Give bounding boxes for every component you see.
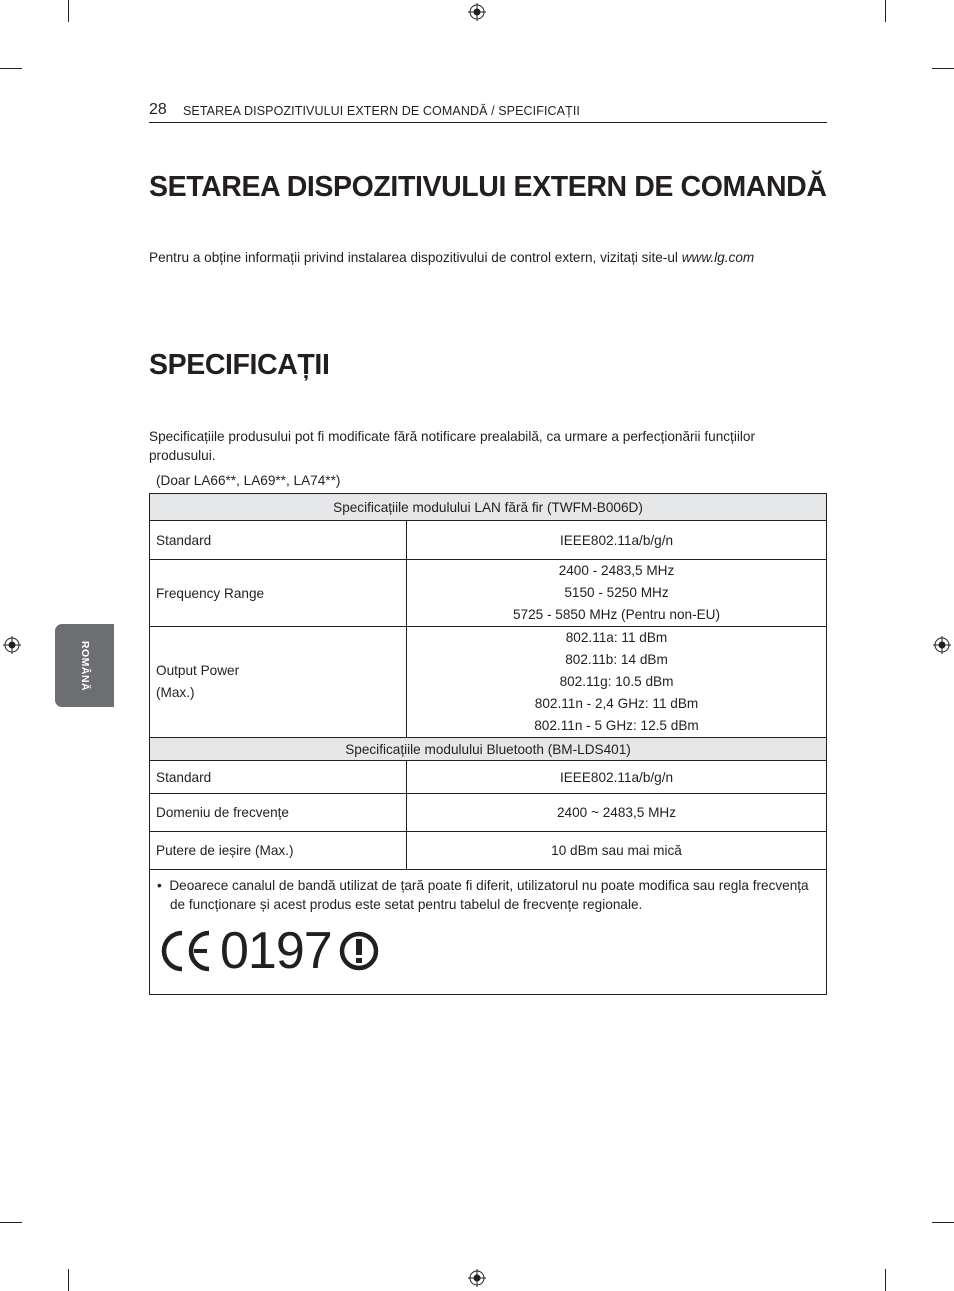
ce-marking	[158, 922, 818, 980]
alert-icon	[338, 930, 380, 972]
label-line: Output Power	[156, 663, 240, 678]
table-row	[150, 761, 827, 794]
value-line: 2400 - 2483,5 MHz	[558, 563, 675, 578]
registration-mark-icon	[468, 3, 486, 21]
external-control-text: Pentru a obține informații privind instalarea dispozitivului de control extern, vizitați site-ul	[149, 250, 682, 265]
table-row	[150, 832, 827, 870]
table-row	[150, 560, 827, 627]
language-tab-label: ROMÂNĂ	[78, 640, 91, 691]
page-number: 28	[149, 101, 167, 118]
registration-mark-icon	[3, 636, 21, 654]
row-value: 2400 ~ 2483,5 MHz	[407, 794, 827, 832]
table-row	[150, 627, 827, 738]
specifications-table	[149, 493, 827, 995]
registration-mark-icon	[468, 1269, 486, 1287]
specifications-text-line: produsului.	[149, 448, 216, 463]
notified-body-number: 0197	[220, 922, 332, 980]
external-control-paragraph	[149, 248, 754, 267]
regional-frequency-note	[157, 876, 818, 914]
language-tab	[55, 624, 114, 707]
value-line: 5725 - 5850 MHz (Pentru non-EU)	[512, 607, 721, 622]
note-text: Deoarece canalul de bandă utilizat de țară poate fi diferit, utilizatorul nu poate modifica sau regla frecvența de funcționare și acest produs este setat pentru tabelul de frecvențe regionale.	[169, 878, 809, 912]
crop-mark	[68, 0, 69, 22]
value-line: 802.11n - 2,4 GHz: 11 dBm	[534, 696, 699, 711]
crop-mark	[885, 0, 886, 22]
row-value: IEEE802.11a/b/g/n	[407, 521, 827, 560]
row-label: Putere de ieșire (Max.)	[150, 832, 407, 870]
specifications-paragraph	[149, 427, 829, 465]
table-row	[150, 521, 827, 560]
crop-mark	[932, 68, 954, 69]
row-label: Standard	[150, 761, 407, 794]
value-line: 802.11b: 14 dBm	[565, 652, 668, 667]
row-value: IEEE802.11a/b/g/n	[407, 761, 827, 794]
row-label: Frequency Range	[150, 560, 407, 627]
crop-mark	[932, 1222, 954, 1223]
table-note-row	[150, 870, 827, 995]
table-header-row	[150, 494, 827, 521]
table-row	[150, 794, 827, 832]
value-line: 802.11g: 10.5 dBm	[559, 674, 674, 689]
row-label	[150, 627, 407, 738]
crop-mark	[885, 1269, 886, 1291]
wlan-module-header: Specificațiile modulului LAN fără fir (TWFM-B006D)	[150, 494, 827, 521]
row-value: 10 dBm sau mai mică	[407, 832, 827, 870]
row-label: Standard	[150, 521, 407, 560]
lg-website-link: www.lg.com	[681, 250, 755, 265]
running-title: SETAREA DISPOZITIVULUI EXTERN DE COMANDĂ / SPECIFICAȚII	[183, 104, 580, 118]
models-note: (Doar LA66**, LA69**, LA74**)	[156, 473, 341, 488]
row-value	[407, 627, 827, 738]
registration-mark-icon	[933, 636, 951, 654]
bluetooth-module-header: Specificațiile modulului Bluetooth (BM-LDS401)	[150, 738, 827, 761]
table-header-row	[150, 738, 827, 761]
section-title-specifications: SPECIFICAȚII	[149, 349, 330, 381]
row-value	[407, 560, 827, 627]
specifications-text-line: Specificațiile produsului pot fi modificate fără notificare prealabilă, ca urmare a perfecționării funcțiilor	[149, 429, 755, 444]
value-line: 802.11a: 11 dBm	[565, 630, 668, 645]
section-title-external-control: SETAREA DISPOZITIVULUI EXTERN DE COMANDĂ	[149, 171, 827, 203]
running-header	[149, 100, 827, 123]
value-line: 5150 - 5250 MHz	[564, 585, 669, 600]
crop-mark	[0, 1222, 22, 1223]
crop-mark	[68, 1269, 69, 1291]
row-label: Domeniu de frecvențe	[150, 794, 407, 832]
label-line: (Max.)	[156, 685, 195, 700]
ce-mark-icon	[158, 929, 214, 973]
note-cell	[150, 870, 827, 995]
crop-mark	[0, 68, 22, 69]
note-bullet: •	[157, 878, 162, 893]
value-line: 802.11n - 5 GHz: 12.5 dBm	[534, 718, 699, 733]
